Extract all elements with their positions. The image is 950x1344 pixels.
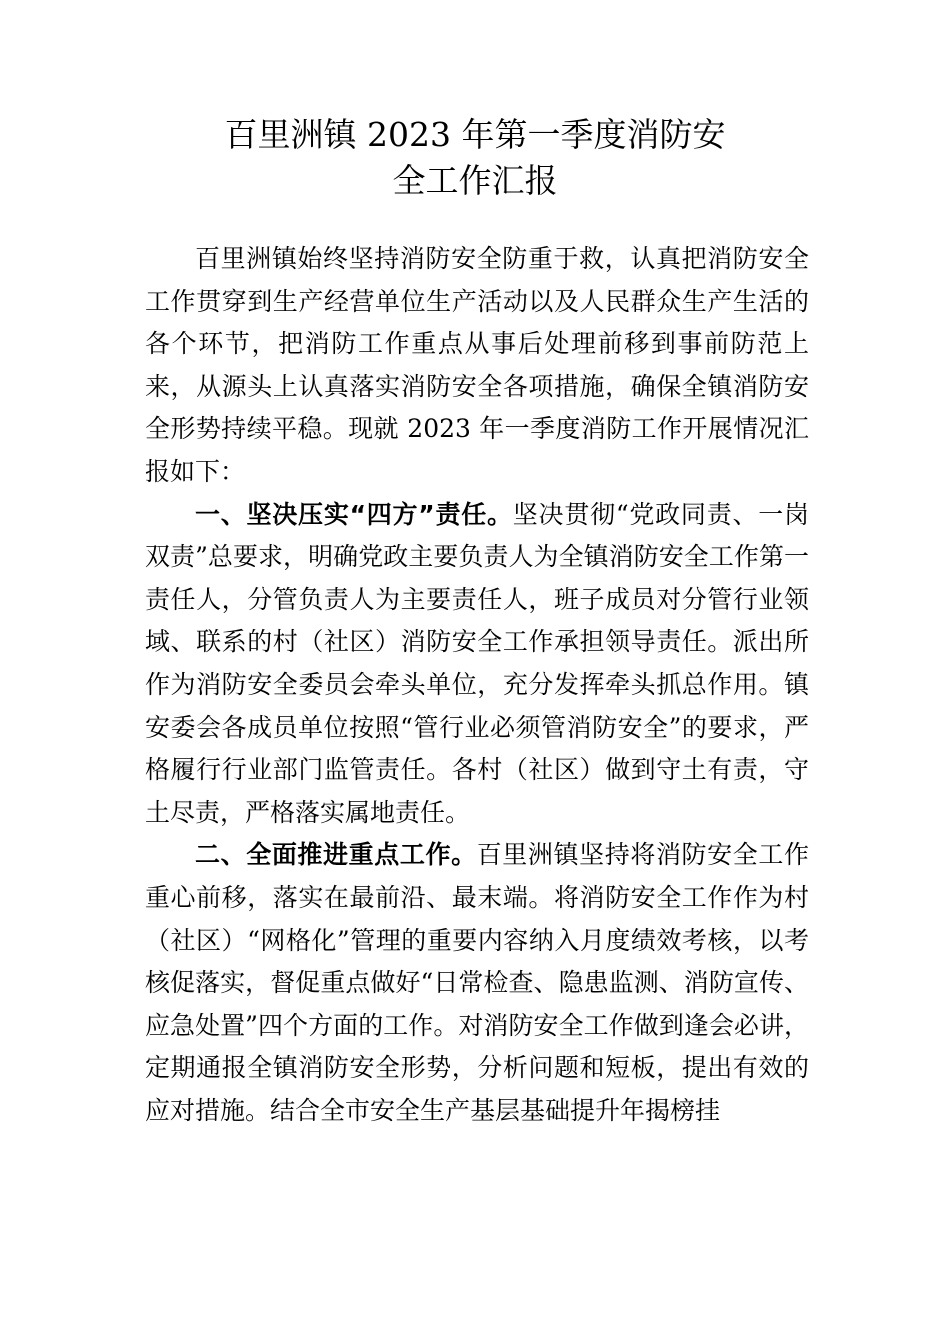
- section-1-paragraph: [145, 494, 809, 835]
- section-1-text: 坚决贯彻“党政同责、一岗双责”总要求，明确党政主要负责人为全镇消防安全工作第一责任人，分管负责人为主要责任人，班子成员对分管行业领域、联系的村（社区）消防安全工作承担领导责任。派出所作为消防安全委员会牵头单位，充分发挥牵头抓总作用。镇安委会各成员单位按照“管行业必须管消防安全”的要求，严格履行行业部门监管责任。各村（社区）做到守土有责，守土尽责，严格落实属地责任。: [145, 499, 809, 827]
- intro-paragraph: 百里洲镇始终坚持消防安全防重于救，认真把消防安全工作贯穿到生产经营单位生产活动以及人民群众生产生活的各个环节，把消防工作重点从事后处理前移到事前防范上来，从源头上认真落实消防安全各项措施，确保全镇消防安全形势持续平稳。现就 2023 年一季度消防工作开展情况汇报如下：: [145, 244, 809, 486]
- section-2-paragraph: [145, 834, 809, 1132]
- section-2-text: 百里洲镇坚持将消防安全工作重心前移，落实在最前沿、最末端。将消防安全工作作为村（社区）“网格化”管理的重要内容纳入月度绩效考核，以考核促落实，督促重点做好“日常检查、隐患监测、消防宣传、应急处置”四个方面的工作。对消防安全工作做到逢会必讲，定期通报全镇消防安全形势，分析问题和短板，提出有效的应对措施。结合全市安全生产基层基础提升年揭榜挂: [145, 840, 809, 1125]
- section-2-heading: 二、全面推进重点工作。: [195, 840, 477, 870]
- title-line-1: 百里洲镇 2023 年第一季度消防安: [224, 115, 726, 154]
- title-line-2: 全工作汇报: [392, 161, 558, 200]
- document-title: [145, 112, 805, 204]
- document-body: [145, 238, 809, 1132]
- section-1-heading: 一、坚决压实“四方”责任。: [195, 499, 513, 529]
